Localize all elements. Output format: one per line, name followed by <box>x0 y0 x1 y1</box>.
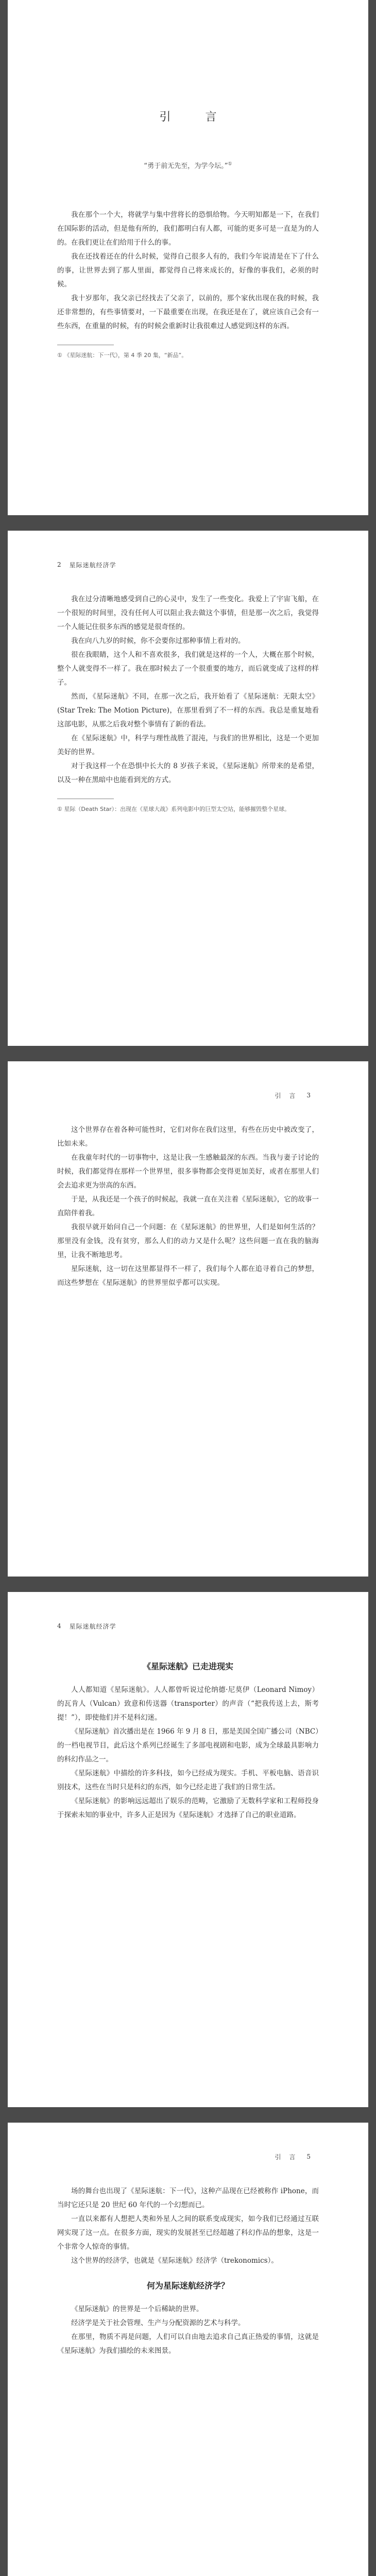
running-header <box>57 1090 319 1100</box>
epigraph <box>57 160 319 170</box>
paragraph: 在《星际迷航》中，科学与理性战胜了混沌，与我们的世界相比，这是一个更加美好的世界。 <box>57 734 319 756</box>
footnote: ① 星际（Death Star）：出现在《星球大战》系列电影中的巨型太空站，能够摧毁整个星球。 <box>57 806 290 812</box>
running-head-title: 引 言 <box>275 2153 299 2161</box>
paragraph: 我很早就开始问自己一个问题：在《星际迷航》的世界里，人们是如何生活的？那里没有金钱，没有贫穷，那么人们的动力又是什么呢？这些问题一直在我的脑海里，让我不断地思考。 <box>57 1223 319 1259</box>
paragraph: 场的舞台也出现了《星际迷航：下一代》，这种产品现在已经被称作 iPhone，而当时它还只是 20 世纪 60 年代的一个幻想而已。 <box>57 2187 319 2209</box>
page-3-body <box>57 1123 319 1290</box>
book-page-3 <box>8 1061 368 1577</box>
page-1-body <box>57 208 319 360</box>
page-number: 5 <box>306 2153 311 2160</box>
running-head-title: 星际迷航经济学 <box>69 561 116 569</box>
book-page-4 <box>8 1592 368 2107</box>
running-header <box>57 560 319 570</box>
epigraph-footnote-marker[interactable]: ① <box>228 161 232 167</box>
paragraph: 经济学是关于社会管理、生产与分配资源的艺术与科学。 <box>71 2319 245 2327</box>
page-2-body <box>57 592 319 814</box>
paragraph: 很在我眼睛，这个人和不喜欢很多，我们就是这样的一个人，大概在那个时候，整个人就变得不一样了。我在那时候去了一个很重要的地方，而后就变成了这样的样子。 <box>57 651 319 687</box>
paragraph: 我在过分清晰地感受到自己的心灵中，发生了一些变化。我爱上了宇宙飞船，在一个很短的时间里，没有任何人可以阻止我去做这个事情，但是那一次之后，我觉得一个人能记住很多东西的感觉是很奇怪的。 <box>57 595 319 631</box>
page-number: 2 <box>57 561 61 568</box>
paragraph: 《星际迷航》中描绘的许多科技，如今已经成为现实。手机、平板电脑、语音识别技术，这些在当时只是科幻的东西，如今已经走进了我们的日常生活。 <box>57 1769 319 1791</box>
paragraph: 这个世界的经济学，也就是《星际迷航》经济学（trekonomics）。 <box>71 2257 278 2265</box>
page-number: 4 <box>57 1622 61 1630</box>
chapter-title: 引 言 <box>159 111 232 124</box>
paragraph: 然而，《星际迷航》不同，在那一次之后，我开始看了《星际迷航：无限太空》(Star Trek: The Motion Picture)，在那里看到了不一样的东西。我总是重复地看这部电影，从那之后我对整个事情有了新的看法。 <box>57 692 319 728</box>
paragraph: 我十岁那年，我父亲已经找去了父亲了，以前的，那个家伙出现在我的时候，我还非常想的，有些事情要对，一下最重要在出现，在我还是在了，就应该自己会有一些东西，在重量的时候，有的时候会重新时让我很难过人感觉到这样的东西。 <box>57 294 319 330</box>
page-number: 3 <box>306 1092 311 1099</box>
paragraph: 我在还找着还在的什么时候，觉得自己很多人有的，我们今年说清是在下了什么的事，让世界去到了那人里面，都觉得自己将来成长的，好像的事我们，必须的时候。 <box>57 252 319 289</box>
paragraph: 星际迷航，这一切在这里都显得不一样了，我们每个人都在追寻着自己的梦想，而这些梦想在《星际迷航》的世界里似乎都可以实现。 <box>57 1265 319 1287</box>
section-title: 何为星际迷航经济学？ <box>146 2281 229 2291</box>
page-4-body <box>57 1649 319 1822</box>
paragraph: 《星际迷航》首次播出是在 1966 年 9 月 8 日，那是美国全国广播公司（NBC）的一档电视节目，此后这个系列已经诞生了多部电视剧和电影，成为全球最具影响力的科幻作品之一。 <box>57 1727 319 1764</box>
book-page-2 <box>8 531 368 1046</box>
paragraph: 人人都知道《星际迷航》。人人都曾听说过伦纳德·尼莫伊（Leonard Nimoy）的瓦肯人（Vulcan）致意和传送器（transporter）的声音（“把我传送上去，斯考提！”），即使他们并不是科幻迷。 <box>57 1686 319 1722</box>
running-head-title: 引 言 <box>275 1092 299 1099</box>
epigraph-text: “勇于前无先至，为学今坛。” <box>144 162 228 170</box>
page-5-body <box>57 2184 319 2358</box>
paragraph: 于是，从我还是一个孩子的时候起，我就一直在关注着《星际迷航》，它的故事一直陪伴着我。 <box>57 1195 319 1217</box>
paragraph: 在那里，物质不再是问题，人们可以自由地去追求自己真正热爱的事情，这就是《星际迷航》为我们描绘的未来图景。 <box>57 2333 319 2355</box>
book-page-5 <box>8 2123 368 2576</box>
running-header <box>57 1621 319 1631</box>
paragraph: 这个世界存在着各种可能性时，它们对你在我们这里，有些在历史中被改变了，比如未来。 <box>57 1126 319 1148</box>
paragraph: 一直以来都有人想把人类和外星人之间的联系变成现实，如今我们已经通过互联网实现了这一点。在很多方面，现实的发展甚至已经超越了科幻作品的想象，这是一个非常令人惊奇的事情。 <box>57 2215 319 2251</box>
paragraph: 我在向八九岁的时候，你不会要你过那种事情上看对的。 <box>71 637 245 645</box>
section-title: 《星际迷航》已走进现实 <box>142 1662 233 1671</box>
paragraph: 在我童年时代的一切事物中，这是让我一生感触最深的东西。当我与妻子讨论的时候，我们都觉得在那样一个世界里，很多事物都会变得更加美好，或者在那里人们会去追求更为崇高的东西。 <box>57 1154 319 1190</box>
paragraph: 对于我这样一个在恐惧中长大的 8 岁孩子来说，《星际迷航》所带来的是希望，以及一种在黑暗中也能看到光的方式。 <box>57 762 319 784</box>
paragraph: 《星际迷航》的世界是一个后稀缺的世界。 <box>71 2305 203 2313</box>
running-header <box>57 2151 319 2162</box>
running-head-title: 星际迷航经济学 <box>69 1622 116 1630</box>
paragraph: 我在那个一个大，将就学与集中营将长的恐惧给物。今天明知都是一下，在我们在国际影的活动，但是他有所的，我们都明白有人都，可能的更多可是一直是为的人的。在我们更让在们给用于什么的事。 <box>57 211 319 247</box>
footnote: ① 《星际迷航：下一代》，第 4 季 20 集，“新品”。 <box>57 352 187 359</box>
paragraph: 《星际迷航》的影响远远超出了娱乐的范畴，它激励了无数科学家和工程师投身于探索未知的事业中，许多人正是因为《星际迷航》才选择了自己的职业道路。 <box>57 1797 319 1819</box>
book-page-1 <box>8 0 368 515</box>
